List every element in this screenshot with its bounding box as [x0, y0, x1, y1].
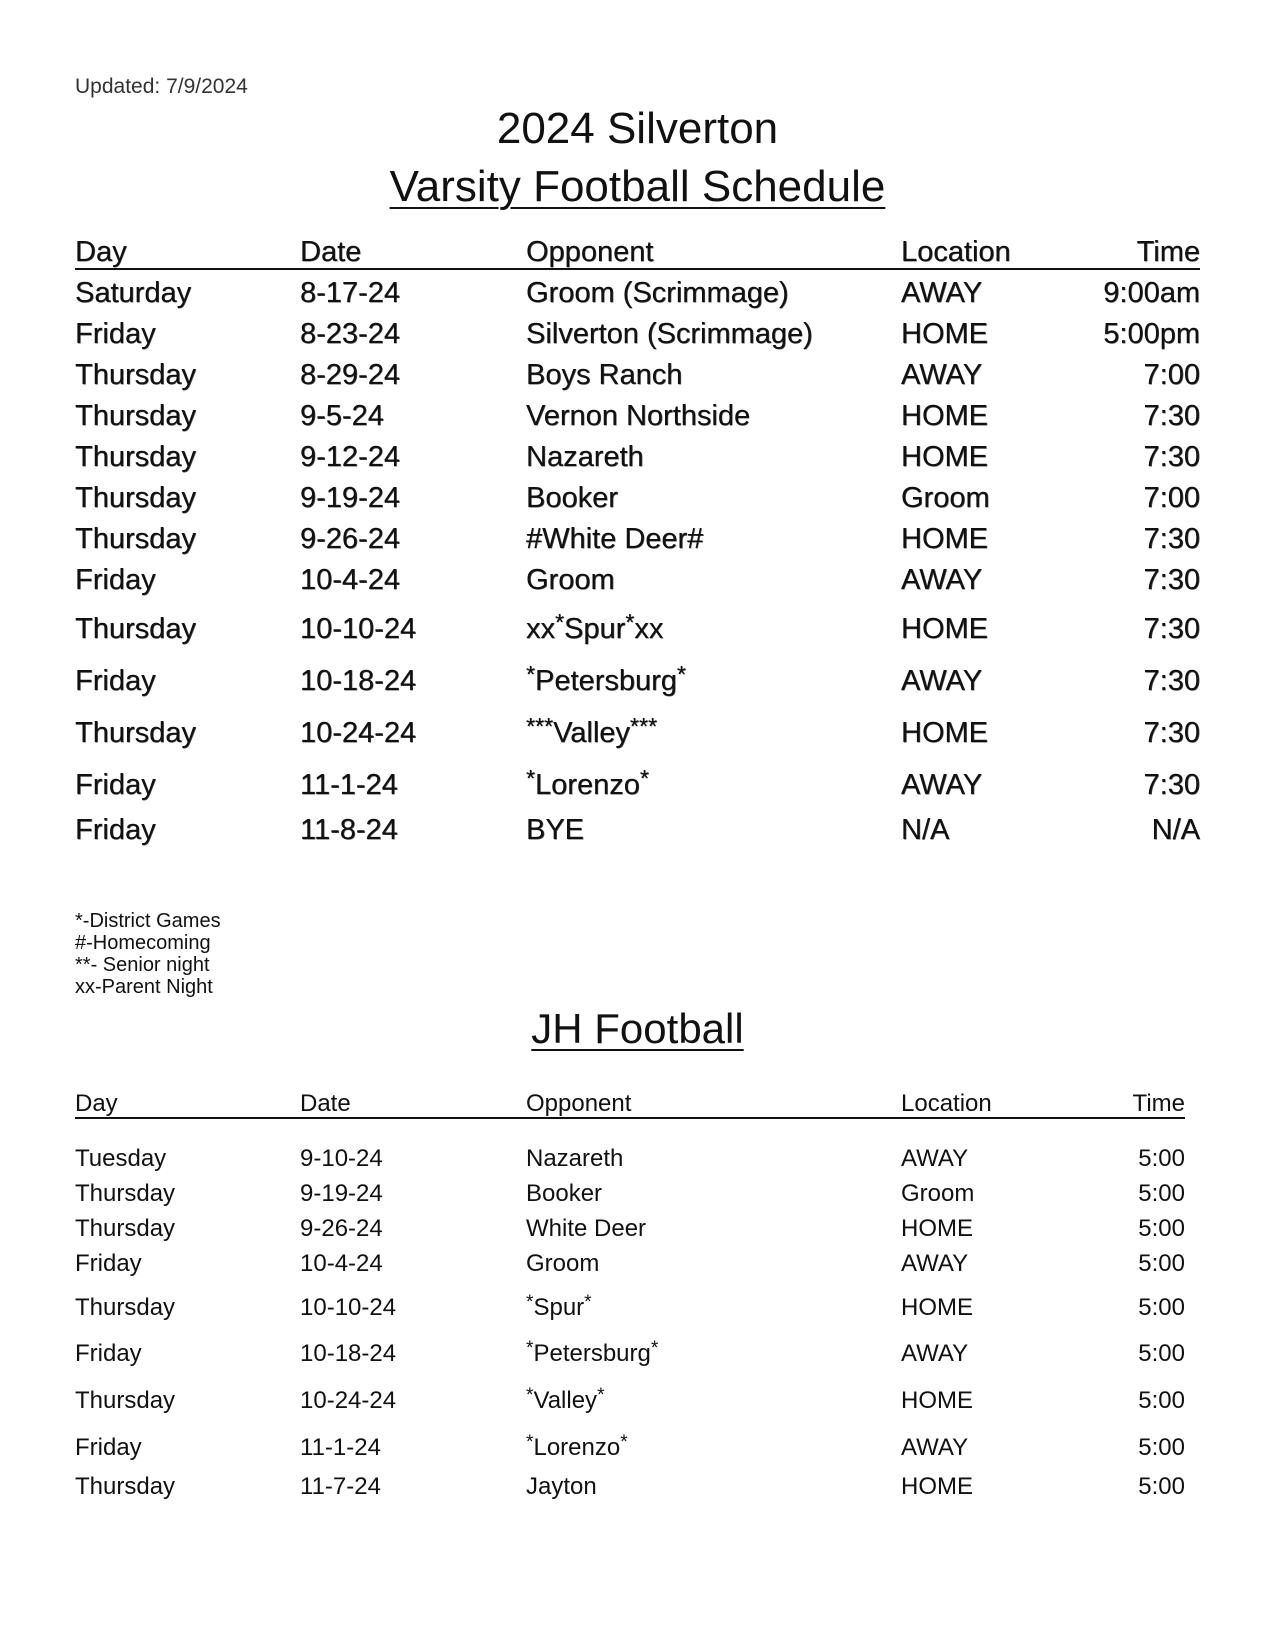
day-cell: Tuesday [75, 1145, 167, 1172]
table-row [75, 482, 1200, 518]
opponent-cell [526, 1180, 602, 1208]
location-cell: AWAY [901, 1434, 969, 1461]
opponent-suffix: *xx [625, 608, 664, 645]
time-cell: 7:30 [1143, 717, 1200, 749]
date-cell: 11-1-24 [300, 1434, 381, 1461]
day-cell: Saturday [75, 277, 192, 309]
time-cell: 7:30 [1143, 400, 1200, 432]
opponent-cell [526, 277, 789, 310]
table-row [75, 1294, 1185, 1330]
header-location: Location [901, 236, 1011, 268]
table-row [75, 523, 1200, 559]
opponent-suffix: *** [629, 712, 657, 739]
date-cell: 9-19-24 [300, 1180, 383, 1207]
location-cell: AWAY [901, 1250, 969, 1277]
opponent-name: Nazareth [526, 441, 644, 473]
day-cell: Thursday [75, 1387, 176, 1414]
opponent-cell [526, 523, 703, 556]
opponent-prefix: * [526, 1292, 534, 1314]
location-cell: Groom [901, 1180, 975, 1207]
day-cell: Friday [75, 814, 156, 846]
opponent-prefix: * [526, 1385, 534, 1407]
table-row [75, 1250, 1185, 1286]
time-cell: 5:00 [1138, 1145, 1185, 1172]
time-cell: 5:00 [1138, 1215, 1185, 1242]
day-cell: Thursday [75, 1215, 176, 1242]
day-cell: Thursday [75, 482, 196, 514]
opponent-name: Petersburg [535, 665, 677, 697]
date-cell: 11-1-24 [300, 769, 398, 801]
day-cell: Friday [75, 1250, 142, 1277]
date-cell: 9-5-24 [300, 400, 384, 432]
legend-item: **- Senior night [75, 954, 210, 976]
time-cell: 7:30 [1143, 665, 1200, 697]
day-cell: Friday [75, 1340, 142, 1367]
opponent-cell [526, 441, 644, 474]
opponent-cell [526, 608, 664, 646]
header-time: Time [1132, 1090, 1185, 1117]
jh-header-row [75, 1090, 1185, 1126]
table-row [75, 814, 1200, 850]
opponent-name: Nazareth [526, 1145, 624, 1172]
location-cell: AWAY [901, 1340, 969, 1367]
day-cell: Friday [75, 665, 156, 697]
day-cell: Thursday [75, 523, 196, 555]
opponent-cell [526, 814, 584, 847]
legend-item: #-Homecoming [75, 932, 211, 954]
location-cell: Groom [901, 482, 990, 514]
opponent-name: Lorenzo [535, 769, 640, 801]
date-cell: 10-4-24 [300, 564, 400, 596]
time-cell: 7:00 [1143, 482, 1200, 514]
time-cell: 9:00am [1103, 277, 1200, 309]
table-row [75, 1215, 1185, 1251]
opponent-suffix: * [676, 660, 686, 687]
opponent-name: Silverton (Scrimmage) [526, 318, 813, 350]
time-cell: 5:00 [1138, 1340, 1185, 1367]
time-cell: 5:00pm [1103, 318, 1200, 350]
header-time: Time [1136, 236, 1200, 268]
location-cell: HOME [901, 613, 988, 645]
opponent-name: Jayton [526, 1473, 597, 1500]
date-cell: 10-10-24 [300, 613, 417, 645]
time-cell: 7:00 [1143, 359, 1200, 391]
time-cell: 5:00 [1138, 1294, 1185, 1321]
day-cell: Friday [75, 318, 156, 350]
opponent-cell [526, 359, 682, 392]
opponent-prefix: *** [526, 712, 554, 739]
date-cell: 11-8-24 [300, 814, 398, 846]
opponent-suffix: * [584, 1292, 592, 1314]
table-row [75, 1434, 1185, 1470]
day-cell: Thursday [75, 441, 196, 473]
header-date: Date [300, 236, 362, 268]
opponent-cell [526, 1434, 628, 1462]
table-row [75, 1145, 1185, 1181]
date-cell: 10-10-24 [300, 1294, 397, 1321]
opponent-name: Valley [533, 1387, 598, 1414]
table-row [75, 359, 1200, 395]
header-day: Day [75, 236, 127, 268]
location-cell: HOME [901, 318, 988, 350]
table-row [75, 441, 1200, 477]
location-cell: AWAY [901, 665, 983, 697]
opponent-name: Petersburg [533, 1340, 651, 1367]
opponent-name: Groom [526, 564, 615, 596]
varsity-header-row [75, 236, 1200, 272]
varsity-header-rule [75, 268, 1200, 270]
header-opponent: Opponent [526, 236, 654, 268]
opponent-cell [526, 1145, 623, 1173]
date-cell: 9-10-24 [300, 1145, 383, 1172]
location-cell: AWAY [901, 769, 983, 801]
opponent-suffix: * [620, 1432, 628, 1454]
time-cell: 7:30 [1143, 613, 1200, 645]
opponent-name: Spur [564, 613, 626, 645]
opponent-prefix: xx* [526, 608, 565, 645]
opponent-name: Groom [526, 1250, 600, 1277]
table-row [75, 712, 1200, 753]
date-cell: 10-18-24 [300, 1340, 397, 1367]
opponent-cell [526, 660, 686, 698]
location-cell: HOME [901, 717, 988, 749]
subtitle-text: Varsity Football Schedule [389, 162, 886, 211]
jh-title-text: JH Football [531, 1005, 744, 1052]
opponent-prefix: * [526, 764, 536, 791]
location-cell: AWAY [901, 359, 983, 391]
time-cell: N/A [1151, 814, 1200, 846]
page-title: 2024 Silverton [496, 104, 779, 153]
opponent-cell [526, 400, 750, 433]
opponent-prefix: * [526, 1338, 534, 1360]
time-cell: 7:30 [1143, 769, 1200, 801]
page-subtitle [0, 162, 1275, 212]
location-cell: AWAY [901, 277, 983, 309]
date-cell: 11-7-24 [300, 1473, 381, 1500]
opponent-name: Valley [553, 717, 630, 749]
legend [75, 910, 221, 998]
location-cell: AWAY [901, 564, 983, 596]
date-cell: 8-23-24 [300, 318, 400, 350]
day-cell: Thursday [75, 1180, 176, 1207]
opponent-suffix: * [650, 1338, 659, 1360]
date-cell: 8-17-24 [300, 277, 400, 309]
jh-title [0, 1005, 1275, 1053]
opponent-cell [526, 1294, 592, 1322]
day-cell: Friday [75, 1434, 142, 1461]
time-cell: 7:30 [1143, 441, 1200, 473]
opponent-cell [526, 712, 657, 750]
opponent-cell [526, 1215, 646, 1243]
header-date: Date [300, 1090, 351, 1117]
date-cell: 9-12-24 [300, 441, 400, 473]
day-cell: Thursday [75, 1473, 176, 1500]
location-cell: HOME [901, 441, 988, 473]
date-cell: 10-4-24 [300, 1250, 383, 1277]
opponent-cell [526, 482, 618, 515]
opponent-cell [526, 1387, 605, 1415]
opponent-name: Spur [533, 1294, 585, 1321]
opponent-cell [526, 764, 649, 802]
time-cell: 7:30 [1143, 523, 1200, 555]
jh-header-rule [75, 1117, 1185, 1119]
table-row [75, 660, 1200, 701]
opponent-name: Booker [526, 1180, 603, 1207]
opponent-name: Booker [526, 482, 618, 514]
table-row [75, 1180, 1185, 1216]
day-cell: Friday [75, 564, 156, 596]
opponent-suffix: * [597, 1385, 605, 1407]
legend-item: *-District Games [75, 910, 221, 932]
opponent-name: White Deer [526, 1215, 647, 1242]
table-row [75, 1340, 1185, 1376]
table-row [75, 400, 1200, 436]
location-cell: HOME [901, 1215, 973, 1242]
time-cell: 5:00 [1138, 1387, 1185, 1414]
updated-date: Updated: 7/9/2024 [75, 75, 248, 98]
header-location: Location [901, 1090, 992, 1117]
table-row [75, 1473, 1185, 1509]
opponent-cell [526, 318, 813, 351]
location-cell: AWAY [901, 1145, 969, 1172]
location-cell: HOME [901, 1387, 973, 1414]
opponent-name: Lorenzo [533, 1434, 621, 1461]
date-cell: 9-26-24 [300, 1215, 383, 1242]
table-row [75, 277, 1200, 313]
location-cell: HOME [901, 523, 988, 555]
table-row [75, 608, 1200, 649]
location-cell: HOME [901, 1294, 973, 1321]
time-cell: 5:00 [1138, 1434, 1185, 1461]
table-row [75, 564, 1200, 600]
day-cell: Thursday [75, 400, 196, 432]
location-cell: N/A [901, 814, 950, 846]
date-cell: 8-29-24 [300, 359, 400, 391]
table-row [75, 1387, 1185, 1423]
day-cell: Thursday [75, 1294, 176, 1321]
opponent-suffix: * [639, 764, 649, 791]
opponent-name: Vernon Northside [526, 400, 751, 432]
opponent-cell [526, 1250, 599, 1278]
day-cell: Friday [75, 769, 156, 801]
date-cell: 10-24-24 [300, 1387, 397, 1414]
opponent-name: Boys Ranch [526, 359, 683, 391]
location-cell: HOME [901, 1473, 973, 1500]
opponent-name: BYE [526, 814, 585, 846]
time-cell: 7:30 [1143, 564, 1200, 596]
date-cell: 9-26-24 [300, 523, 400, 555]
date-cell: 10-24-24 [300, 717, 417, 749]
opponent-cell [526, 1473, 597, 1501]
opponent-name: Groom (Scrimmage) [526, 277, 789, 309]
date-cell: 9-19-24 [300, 482, 400, 514]
jh-schedule [75, 1090, 1185, 1540]
opponent-cell [526, 1340, 658, 1368]
day-cell: Thursday [75, 359, 196, 391]
opponent-cell [526, 564, 615, 597]
date-cell: 10-18-24 [300, 665, 417, 697]
day-cell: Thursday [75, 717, 196, 749]
table-row [75, 318, 1200, 354]
legend-item: xx-Parent Night [75, 976, 213, 998]
location-cell: HOME [901, 400, 988, 432]
opponent-prefix: * [526, 660, 536, 687]
table-row [75, 764, 1200, 805]
day-cell: Thursday [75, 613, 196, 645]
time-cell: 5:00 [1138, 1180, 1185, 1207]
header-day: Day [75, 1090, 118, 1117]
time-cell: 5:00 [1138, 1250, 1185, 1277]
opponent-name: #White Deer# [526, 523, 704, 555]
time-cell: 5:00 [1138, 1473, 1185, 1500]
opponent-prefix: * [526, 1432, 534, 1454]
varsity-schedule [75, 236, 1200, 866]
header-opponent: Opponent [526, 1090, 632, 1117]
